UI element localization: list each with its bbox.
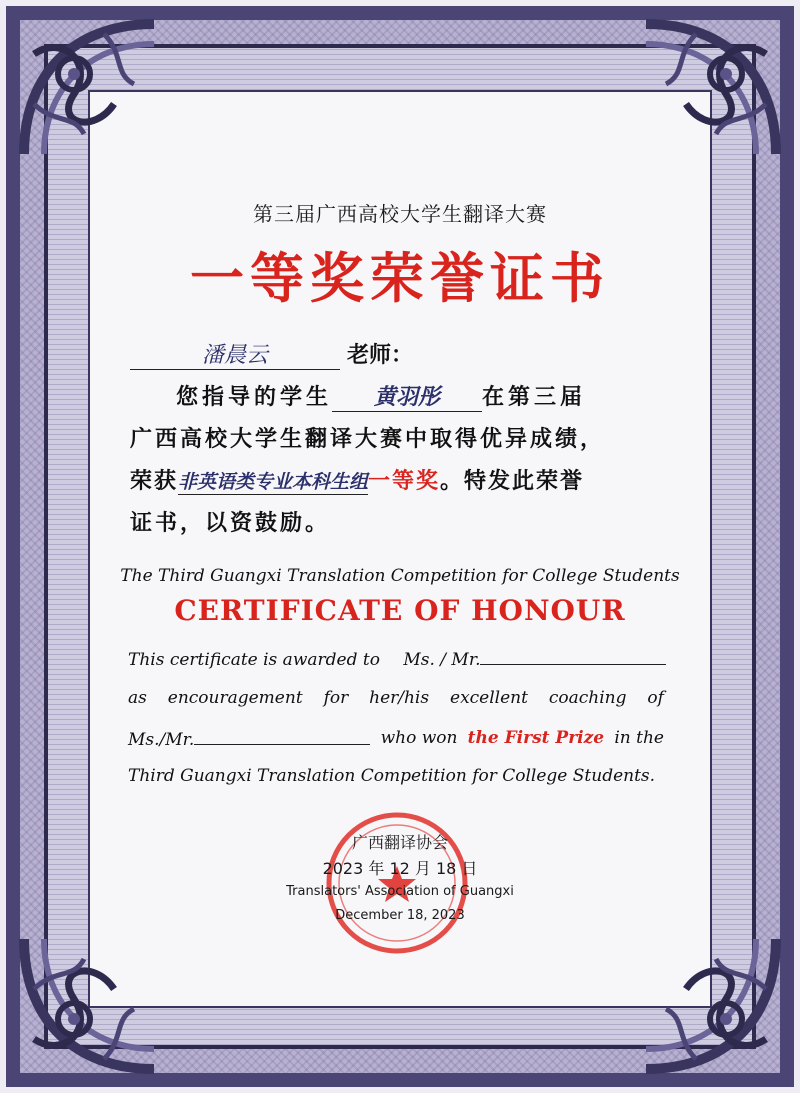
en-word: coaching bbox=[548, 688, 627, 708]
en-line-3 bbox=[128, 728, 664, 750]
teacher-name: 潘晨云 bbox=[130, 338, 340, 370]
line1-prefix: 您指导的学生 bbox=[176, 384, 333, 410]
en-prize: the First Prize bbox=[467, 728, 605, 748]
teacher-suffix: 老师： bbox=[347, 342, 414, 368]
body-line-2: 广西高校大学生翻译大赛中取得优异成绩， bbox=[130, 426, 606, 452]
en-line1-msmr: Ms. / Mr. bbox=[403, 650, 481, 670]
teacher-line bbox=[130, 338, 670, 370]
en-line-2 bbox=[128, 688, 664, 708]
main-title-en: CERTIFICATE OF HONOUR bbox=[174, 594, 626, 627]
line3-prefix: 荣获 bbox=[130, 468, 179, 494]
prize-zh: 一等奖 bbox=[368, 468, 441, 494]
en-word: encouragement bbox=[167, 688, 303, 708]
line3-suffix: 。特发此荣誉 bbox=[440, 468, 585, 494]
main-title-zh: 一等奖荣誉证书 bbox=[190, 247, 610, 310]
body-line-4: 证书，以资鼓励。 bbox=[130, 510, 331, 536]
award-category: 非英语类专业本科生组 bbox=[178, 467, 368, 495]
en-word: her/his bbox=[369, 688, 430, 708]
student-name: 黄羽彤 bbox=[332, 380, 482, 412]
en-line3-end: in the bbox=[614, 728, 664, 748]
en-line-4: Third Guangxi Translation Competition for College Students. bbox=[128, 766, 656, 786]
date-en: December 18, 2023 bbox=[335, 908, 465, 923]
recipient-blank bbox=[480, 648, 666, 665]
date-zh: 2023 年 12 月 18 日 bbox=[322, 859, 478, 878]
line1-suffix: 在第三届 bbox=[482, 384, 587, 410]
issuer-zh: 广西翻译协会 bbox=[351, 833, 448, 852]
en-line-1 bbox=[128, 648, 664, 670]
en-word: for bbox=[323, 688, 349, 708]
competition-title-en: The Third Guangxi Translation Competition for College Students bbox=[120, 566, 680, 586]
coach-blank bbox=[194, 728, 370, 745]
en-line3-mid: who won bbox=[380, 728, 458, 748]
en-line1-prefix: This certificate is awarded to bbox=[128, 650, 380, 670]
competition-title-zh: 第三届广西高校大学生翻译大赛 bbox=[253, 202, 547, 226]
en-line3-msmr: Ms./Mr. bbox=[128, 730, 195, 750]
en-word: excellent bbox=[450, 688, 528, 708]
issuer-en: Translators' Association of Guangxi bbox=[286, 884, 514, 899]
body-line-3 bbox=[130, 464, 670, 495]
body-line-1 bbox=[176, 380, 670, 412]
en-word: of bbox=[647, 688, 664, 708]
en-word: as bbox=[128, 688, 147, 708]
